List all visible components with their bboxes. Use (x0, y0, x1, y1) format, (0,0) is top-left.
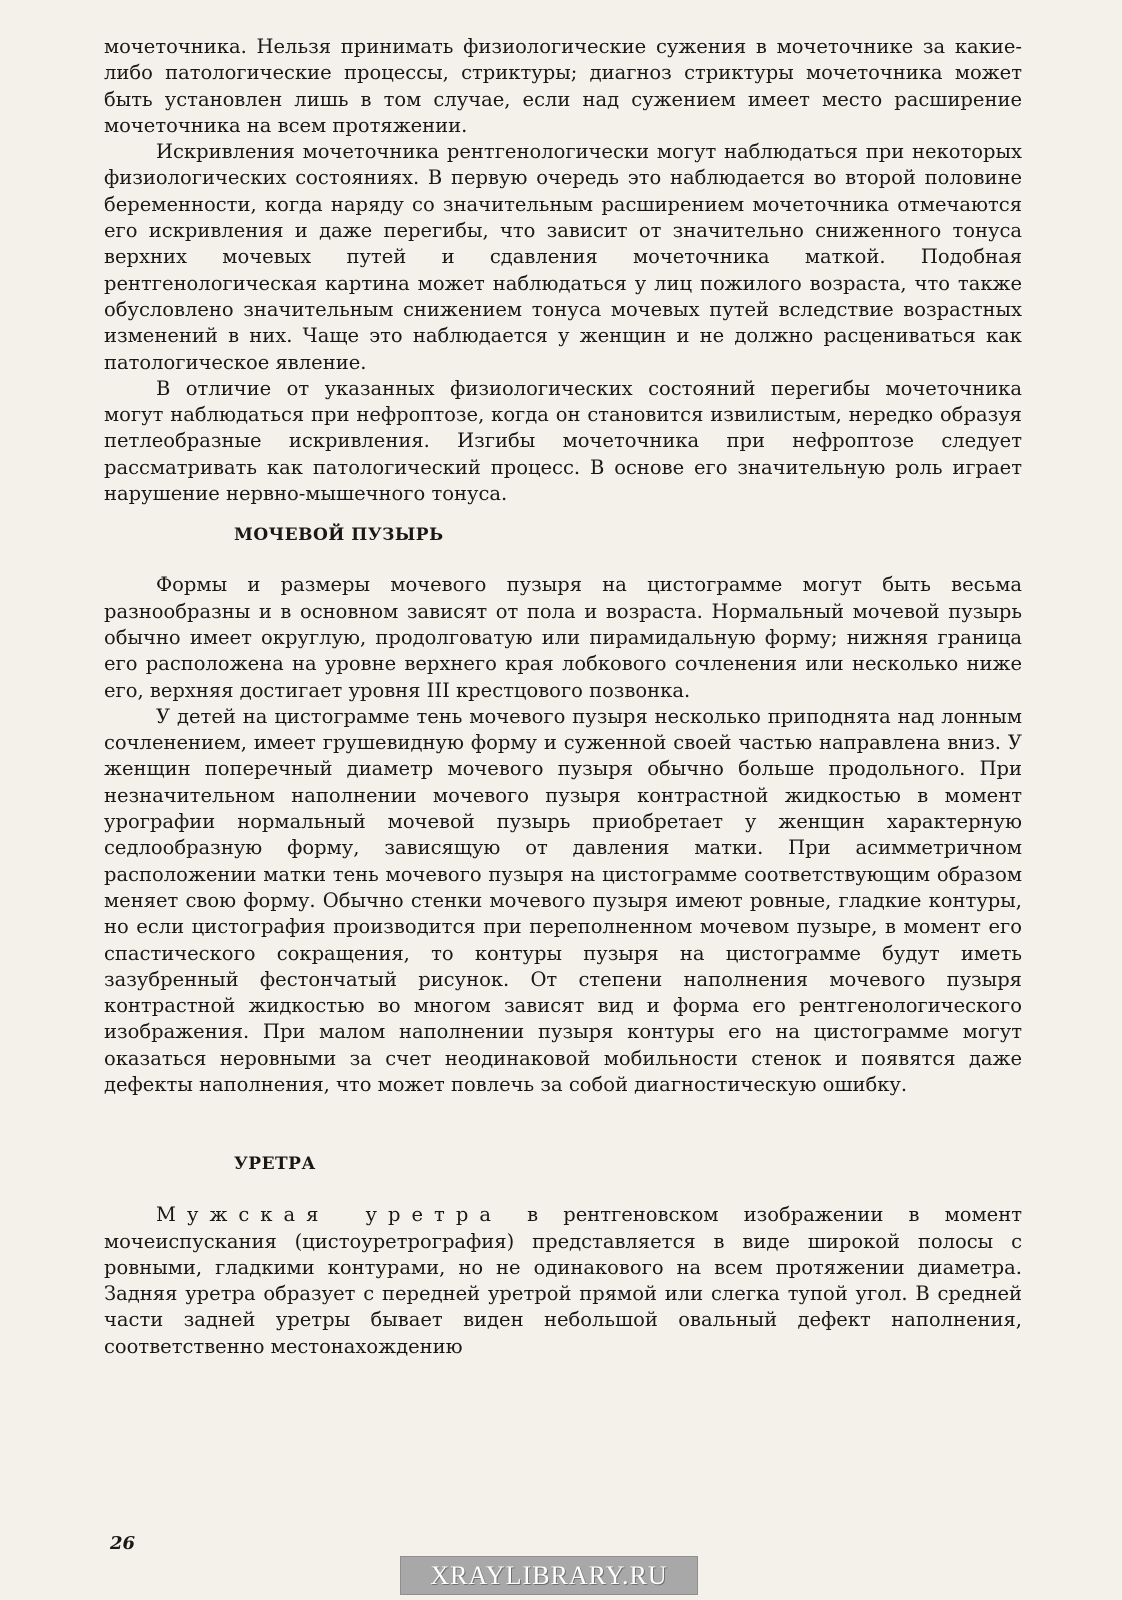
paragraph-bladder-children: У детей на цистограмме тень мочевого пузыря несколько приподнята над лонным сочленением, имеет грушевидную форму и суженной своей частью направлена вниз. У женщин поперечный диаметр мочевого пузыря обычно больше продольного. При незначительном наполнении мочевого пузыря контрастной жидкостью в момент урографии нормальный мочевой пузырь приобретает у женщин характерную седлообразную форму, зависящую от давления матки. При асимметричном расположении матки тень мочевого пузыря на цистограмме соответствующим образом меняет свою форму. Обычно стенки мочевого пузыря имеют ровные, гладкие контуры, но если цистография производится при переполненном мочевом пузыре, в момент его спастического сокращения, то контуры пузыря на цистограмме будут иметь зазубренный фестончатый рисунок. От степени наполнения мочевого пузыря контрастной жидкостью во многом зависят вид и форма его рентгенологического изображения. При малом наполнении пузыря контуры его на цистограмме могут оказаться неровными за счет неодинаковой мобильности стенок и появятся даже дефекты наполнения, что может повлечь за собой диагностическую ошибку. (104, 704, 1022, 1096)
page-number: 26 (110, 1533, 136, 1554)
spaced-term-male-urethra: Мужская уретра (156, 1203, 502, 1227)
section-heading-bladder: МОЧЕВОЙ ПУЗЫРЬ (234, 525, 444, 546)
watermark-text: XRAYLIBRARY.RU (430, 1560, 668, 1590)
page-body (104, 34, 1022, 1360)
paragraph-ureter-narrowing: мочеточника. Нельзя принимать физиологические сужения в мочеточнике за какие-либо патологические процессы, стриктуры; диагноз стриктуры мочеточника может быть установлен лишь в том случае, если над сужением имеет место расширение мочеточника на всем протяжении. (104, 35, 1022, 137)
paragraph-bladder-shape: Формы и размеры мочевого пузыря на цистограмме могут быть весьма разнообразны и в основном зависят от пола и возраста. Нормальный мочевой пузырь обычно имеет округлую, продолговатую или пирамидальную форму; нижняя граница его расположена на уровне верхнего края лобкового сочленения или несколько ниже его, верхняя достигает уровня III крестцового позвонка. (104, 573, 1022, 702)
paragraph-urethra-text: в рентгеновском изображении в момент мочеиспускания (цистоуретрография) представляется в виде широкой полосы с ровными, гладкими контурами, но не одинакового на всем протяжении диаметра. Задняя уретра образует с передней уретрой прямой или слегка тупой угол. В средней части задней уретры бывает виден небольшой овальный дефект наполнения, соответственно местонахождению (104, 1203, 1022, 1358)
watermark-banner (400, 1556, 698, 1595)
paragraph-ureter-curvature: Искривления мочеточника рентгенологически могут наблюдаться при некоторых физиологических состояниях. В первую очередь это наблюдается во второй половине беременности, когда наряду со значительным расширением мочеточника отмечаются его искривления и даже перегибы, что зависит от значительно сниженного тонуса верхних мочевых путей и сдавления мочеточника маткой. Подобная рентгенологическая картина может наблюдаться у лиц пожилого возраста, что также обусловлено значительным снижением тонуса мочевых путей вследствие возрастных изменений в них. Чаще это наблюдается у женщин и не должно расцениваться как патологическое явление. (104, 140, 1022, 374)
paragraph-urethra (104, 1202, 1022, 1360)
section-heading-urethra: УРЕТРА (234, 1154, 316, 1175)
paragraph-nephroptosis: В отличие от указанных физиологических состояний перегибы мочеточника могут наблюдаться при нефроптозе, когда он становится извилистым, нередко образуя петлеобразные искривления. Изгибы мочеточника при нефроптозе следует рассматривать как патологический процесс. В основе его значительную роль играет нарушение нервно-мышечного тонуса. (104, 376, 1022, 506)
